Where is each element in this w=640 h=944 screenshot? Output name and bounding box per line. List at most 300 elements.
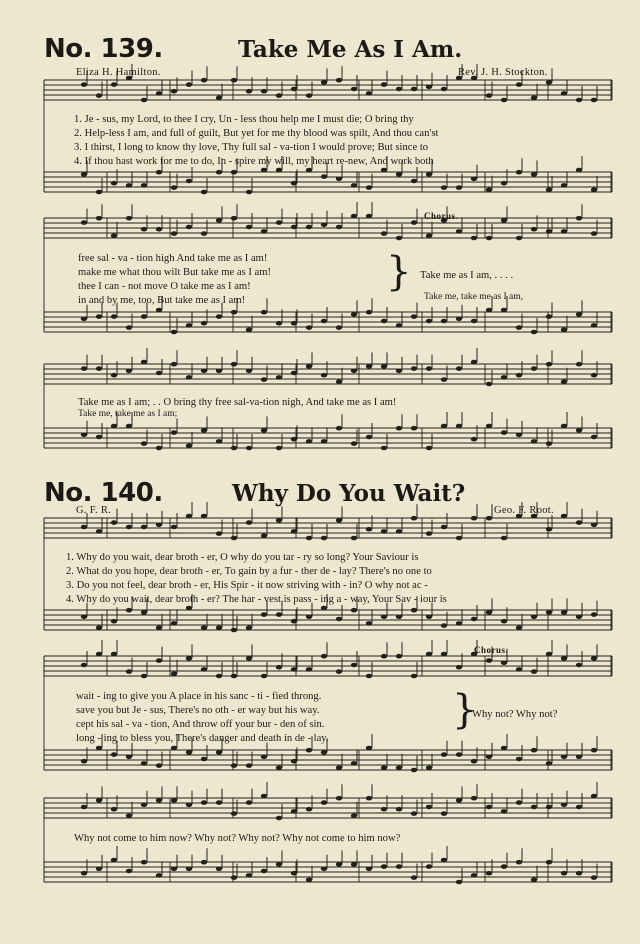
note-head: [81, 317, 87, 322]
verse-brace: }: [452, 687, 478, 733]
note-head: [306, 615, 312, 620]
note-head: [231, 362, 237, 367]
note-head: [186, 514, 192, 519]
hymn-number: No. 140.: [44, 478, 163, 508]
note-head: [261, 229, 267, 234]
note-head: [156, 763, 162, 768]
note-head: [501, 536, 507, 541]
note-head: [396, 766, 402, 771]
note-head: [441, 811, 447, 816]
note-head: [201, 800, 207, 805]
note-head: [186, 750, 192, 755]
note-head: [141, 761, 147, 766]
note-head: [141, 860, 147, 865]
note-head: [471, 617, 477, 622]
note-head: [351, 369, 357, 374]
note-head: [471, 516, 477, 521]
note-head: [336, 669, 342, 674]
note-head: [231, 536, 237, 541]
note-head: [381, 766, 387, 771]
note-head: [486, 871, 492, 876]
note-head: [591, 323, 597, 328]
note-head: [306, 667, 312, 672]
note-head: [201, 860, 207, 865]
chorus-lyric: Take me as I am, . . . .: [420, 270, 514, 281]
note-head: [561, 183, 567, 188]
note-head: [246, 873, 252, 878]
note-head: [411, 314, 417, 319]
note-head: [576, 663, 582, 668]
note-head: [471, 236, 477, 241]
note-head: [546, 527, 552, 532]
note-head: [486, 805, 492, 810]
note-head: [111, 181, 117, 186]
note-head: [321, 536, 327, 541]
note-head: [546, 362, 552, 367]
note-head: [246, 225, 252, 230]
note-head: [336, 796, 342, 801]
note-head: [216, 750, 222, 755]
note-head: [171, 362, 177, 367]
note-head: [126, 814, 132, 819]
note-head: [381, 319, 387, 324]
note-head: [126, 525, 132, 530]
chorus-label: Chorus.: [424, 211, 459, 221]
note-head: [246, 520, 252, 525]
note-head: [81, 366, 87, 371]
note-head: [441, 185, 447, 190]
note-head: [441, 858, 447, 863]
note-head: [366, 364, 372, 369]
note-head: [351, 183, 357, 188]
note-head: [96, 314, 102, 319]
note-head: [111, 424, 117, 429]
note-head: [576, 362, 582, 367]
note-head: [216, 218, 222, 223]
note-head: [501, 619, 507, 624]
note-head: [366, 310, 372, 315]
note-head: [96, 626, 102, 631]
note-head: [96, 746, 102, 751]
note-head: [201, 321, 207, 326]
note-head: [111, 314, 117, 319]
note-head: [381, 615, 387, 620]
note-head: [501, 375, 507, 380]
note-head: [141, 360, 147, 365]
note-head: [426, 766, 432, 771]
note-head: [186, 375, 192, 380]
composer-credit: Geo. F. Root.: [494, 505, 554, 516]
note-head: [231, 216, 237, 221]
note-head: [261, 755, 267, 760]
note-head: [351, 87, 357, 92]
note-head: [321, 174, 327, 179]
note-head: [441, 652, 447, 657]
note-head: [351, 814, 357, 819]
note-head: [351, 862, 357, 867]
note-head: [561, 380, 567, 385]
note-head: [561, 229, 567, 234]
note-head: [396, 864, 402, 869]
note-head: [456, 621, 462, 626]
note-head: [126, 755, 132, 760]
note-head: [591, 748, 597, 753]
note-head: [81, 663, 87, 668]
note-head: [111, 520, 117, 525]
note-head: [366, 527, 372, 532]
note-head: [111, 619, 117, 624]
verse-line: 3. Do you not feel, dear broth - er, His Spir - it now striving with - in? O why not ac -: [66, 580, 428, 591]
note-head: [201, 231, 207, 236]
note-head: [396, 807, 402, 812]
note-head: [561, 803, 567, 808]
note-head: [531, 330, 537, 335]
note-head: [291, 667, 297, 672]
note-head: [561, 610, 567, 615]
note-head: [441, 87, 447, 92]
note-head: [96, 435, 102, 440]
note-head: [516, 373, 522, 378]
note-head: [156, 446, 162, 451]
note-head: [261, 428, 267, 433]
note-head: [261, 310, 267, 315]
note-head: [126, 325, 132, 330]
note-head: [591, 656, 597, 661]
note-head: [276, 862, 282, 867]
note-head: [591, 98, 597, 103]
note-head: [411, 768, 417, 773]
note-head: [426, 366, 432, 371]
note-head: [441, 525, 447, 530]
note-head: [336, 380, 342, 385]
note-head: [426, 531, 432, 536]
note-head: [576, 755, 582, 760]
note-head: [456, 665, 462, 670]
note-head: [186, 606, 192, 611]
note-head: [186, 803, 192, 808]
note-head: [381, 529, 387, 534]
note-head: [216, 626, 222, 631]
note-head: [186, 179, 192, 184]
note-head: [231, 78, 237, 83]
note-head: [336, 617, 342, 622]
note-head: [366, 621, 372, 626]
note-head: [231, 170, 237, 175]
note-head: [546, 860, 552, 865]
verse-line: 3. I thirst, I long to know thy love, Thy full sal - va-tion I would prove; But since to: [74, 142, 429, 153]
note-head: [291, 809, 297, 814]
note-head: [246, 190, 252, 195]
note-head: [426, 652, 432, 657]
note-head: [246, 446, 252, 451]
note-head: [576, 216, 582, 221]
note-head: [486, 424, 492, 429]
note-head: [171, 867, 177, 872]
verse-line: wait - ing to give you A place in his sanc - ti - fied throng.: [76, 691, 322, 702]
note-head: [81, 172, 87, 177]
note-head: [531, 96, 537, 101]
note-head: [426, 864, 432, 869]
note-head: [321, 319, 327, 324]
note-head: [531, 172, 537, 177]
note-head: [231, 674, 237, 679]
note-head: [561, 328, 567, 333]
note-head: [156, 523, 162, 528]
note-head: [276, 220, 282, 225]
note-head: [516, 82, 522, 87]
note-head: [96, 190, 102, 195]
note-head: [126, 608, 132, 613]
note-head: [381, 231, 387, 236]
note-head: [501, 661, 507, 666]
hymn-title: Take Me As I Am.: [238, 36, 463, 63]
note-head: [576, 168, 582, 173]
note-head: [546, 610, 552, 615]
note-head: [351, 663, 357, 668]
note-head: [276, 321, 282, 326]
note-head: [306, 439, 312, 444]
note-head: [471, 796, 477, 801]
note-head: [186, 323, 192, 328]
note-head: [171, 89, 177, 94]
note-head: [471, 873, 477, 878]
note-head: [246, 369, 252, 374]
note-head: [486, 236, 492, 241]
note-head: [441, 319, 447, 324]
note-head: [186, 444, 192, 449]
note-head: [306, 878, 312, 883]
note-head: [456, 752, 462, 757]
note-head: [351, 536, 357, 541]
note-head: [276, 446, 282, 451]
author-credit: G. F. R.: [76, 505, 112, 516]
note-head: [501, 864, 507, 869]
note-head: [381, 364, 387, 369]
note-head: [486, 93, 492, 98]
note-head: [516, 757, 522, 762]
note-head: [456, 880, 462, 885]
note-head: [426, 234, 432, 239]
note-head: [291, 437, 297, 442]
note-head: [516, 236, 522, 241]
note-head: [456, 185, 462, 190]
verse-line: save you but Je - sus, There's no oth - er way but his way.: [76, 705, 320, 716]
note-head: [156, 658, 162, 663]
note-head: [126, 216, 132, 221]
note-head: [396, 236, 402, 241]
note-head: [126, 424, 132, 429]
note-head: [351, 441, 357, 446]
note-head: [441, 623, 447, 628]
note-head: [516, 800, 522, 805]
note-head: [186, 867, 192, 872]
note-head: [516, 325, 522, 330]
note-head: [291, 529, 297, 534]
note-head: [471, 437, 477, 442]
note-head: [186, 656, 192, 661]
note-head: [111, 82, 117, 87]
note-head: [531, 669, 537, 674]
note-head: [321, 654, 327, 659]
note-head: [576, 428, 582, 433]
note-head: [441, 424, 447, 429]
note-head: [276, 665, 282, 670]
note-head: [501, 98, 507, 103]
note-head: [366, 674, 372, 679]
note-head: [426, 85, 432, 90]
note-head: [261, 869, 267, 874]
note-head: [576, 805, 582, 810]
note-head: [171, 798, 177, 803]
note-head: [381, 82, 387, 87]
note-head: [141, 803, 147, 808]
note-head: [456, 424, 462, 429]
note-head: [126, 183, 132, 188]
note-head: [81, 433, 87, 438]
note-head: [351, 608, 357, 613]
note-head: [291, 619, 297, 624]
note-head: [321, 373, 327, 378]
note-head: [351, 761, 357, 766]
note-head: [546, 441, 552, 446]
note-head: [321, 439, 327, 444]
note-head: [246, 763, 252, 768]
verse-line: in and by me, too, But take me as I am!: [78, 295, 246, 306]
note-head: [171, 621, 177, 626]
note-head: [216, 674, 222, 679]
note-head: [171, 330, 177, 335]
note-head: [96, 216, 102, 221]
note-head: [576, 871, 582, 876]
note-head: [141, 525, 147, 530]
verse-line: 1. Why do you wait, dear broth - er, O why do you tar - ry so long? Your Saviour is: [66, 552, 419, 563]
note-head: [291, 321, 297, 326]
note-head: [111, 752, 117, 757]
note-head: [246, 89, 252, 94]
note-head: [141, 441, 147, 446]
note-head: [426, 805, 432, 810]
note-head: [561, 871, 567, 876]
note-head: [186, 82, 192, 87]
verse-line: free sal - va - tion high And take me as I am!: [78, 253, 268, 264]
note-head: [591, 794, 597, 799]
note-head: [171, 672, 177, 677]
note-head: [216, 369, 222, 374]
note-head: [501, 746, 507, 751]
note-head: [516, 667, 522, 672]
note-head: [471, 759, 477, 764]
note-head: [336, 426, 342, 431]
note-head: [396, 654, 402, 659]
note-head: [321, 867, 327, 872]
note-head: [381, 807, 387, 812]
note-head: [126, 369, 132, 374]
note-head: [306, 168, 312, 173]
note-head: [396, 172, 402, 177]
note-head: [501, 181, 507, 186]
note-head: [111, 373, 117, 378]
note-head: [336, 225, 342, 230]
note-head: [546, 805, 552, 810]
verse-line: thee I can - not move O take me as I am!: [78, 281, 251, 292]
note-head: [276, 766, 282, 771]
note-head: [501, 218, 507, 223]
note-head: [306, 536, 312, 541]
note-head: [516, 626, 522, 631]
note-head: [96, 529, 102, 534]
note-head: [306, 807, 312, 812]
note-head: [321, 750, 327, 755]
verse-line: cept his sal - va - tion, And throw off your bur - den of sin.: [76, 719, 325, 730]
note-head: [471, 177, 477, 182]
verse-line: 1. Je - sus, my Lord, to thee I cry, Un - less thou help me I must die; O bring thy: [74, 114, 414, 125]
note-head: [141, 674, 147, 679]
note-head: [561, 755, 567, 760]
note-head: [411, 608, 417, 613]
note-head: [501, 809, 507, 814]
note-head: [591, 188, 597, 193]
note-head: [111, 858, 117, 863]
note-head: [81, 525, 87, 530]
note-head: [486, 658, 492, 663]
note-head: [531, 748, 537, 753]
composer-credit: Rev. J. H. Stockton.: [458, 67, 548, 78]
note-head: [546, 652, 552, 657]
note-head: [591, 435, 597, 440]
note-head: [531, 878, 537, 883]
note-head: [261, 612, 267, 617]
verse-line: 2. Help-less I am, and full of guilt, But yet for me thy blood was spilt, And thou can'st: [74, 128, 439, 139]
note-head: [546, 314, 552, 319]
note-head: [366, 185, 372, 190]
note-head: [306, 325, 312, 330]
note-head: [111, 807, 117, 812]
note-head: [246, 626, 252, 631]
note-head: [81, 615, 87, 620]
note-head: [216, 439, 222, 444]
note-head: [171, 525, 177, 530]
note-head: [411, 179, 417, 184]
chorus-alto-lyric: Take me, take me as I am;: [78, 409, 178, 419]
note-head: [201, 757, 207, 762]
note-head: [396, 529, 402, 534]
note-head: [381, 654, 387, 659]
note-head: [441, 377, 447, 382]
hymn-title: Why Do You Wait?: [232, 480, 466, 507]
note-head: [171, 185, 177, 190]
note-head: [171, 746, 177, 751]
note-head: [336, 766, 342, 771]
note-head: [426, 446, 432, 451]
chorus-lyric: Take me as I am; . . O bring thy free sal-va-tion nigh, And take me as I am!: [78, 397, 397, 408]
note-head: [411, 366, 417, 371]
note-head: [456, 229, 462, 234]
note-head: [201, 78, 207, 83]
note-head: [561, 656, 567, 661]
note-head: [276, 168, 282, 173]
note-head: [141, 227, 147, 232]
note-head: [231, 628, 237, 633]
note-head: [261, 794, 267, 799]
note-head: [576, 520, 582, 525]
note-head: [276, 612, 282, 617]
note-head: [561, 91, 567, 96]
note-head: [486, 610, 492, 615]
note-head: [396, 615, 402, 620]
note-head: [456, 317, 462, 322]
note-head: [141, 314, 147, 319]
note-head: [591, 612, 597, 617]
